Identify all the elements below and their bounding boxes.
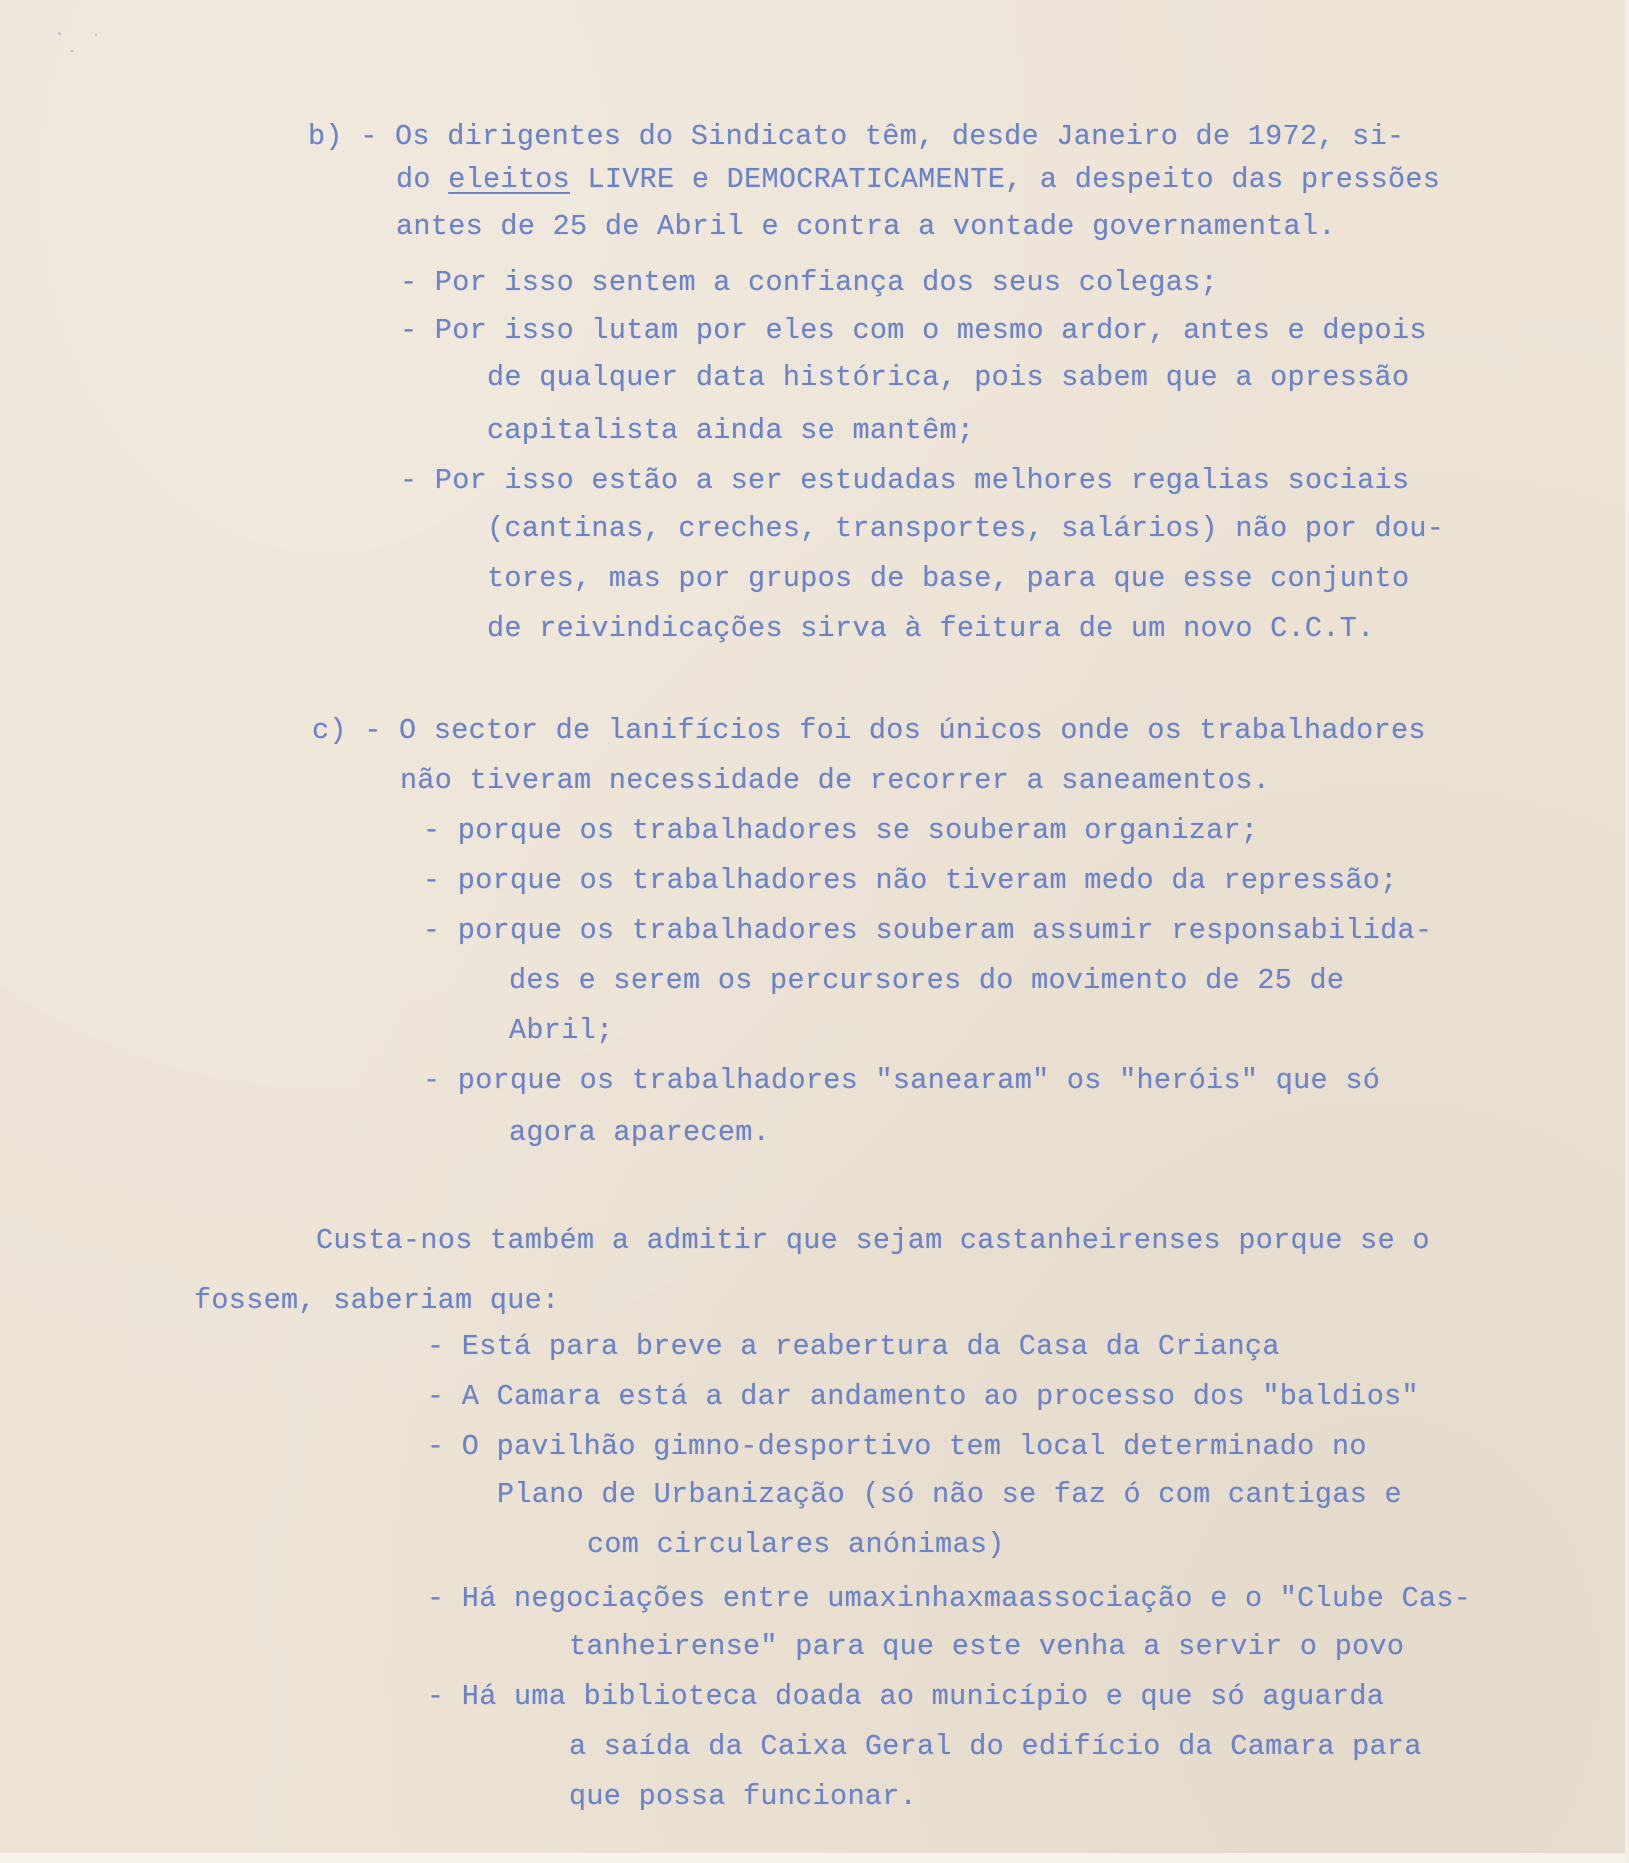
closing-item-4-line-1-start: - Há negociações entre bbox=[427, 1582, 828, 1615]
section-b-intro-line-3: antes de 25 de Abril e contra a vontade governamental. bbox=[396, 210, 1336, 243]
page-right-edge bbox=[1625, 0, 1629, 1863]
closing-item-4-line-1 bbox=[427, 1582, 1471, 1616]
page-bottom-edge bbox=[0, 1853, 1629, 1863]
section-b-intro-line-2 bbox=[396, 163, 1440, 197]
section-b-intro-line-2-end: LIVRE e DEMOCRATICAMENTE, a despeito das pressões bbox=[570, 163, 1441, 196]
section-c-item-4-line-2: agora aparecem. bbox=[509, 1116, 771, 1149]
closing-item-4-line-2: tanheirense" para que este venha a servir o povo bbox=[569, 1630, 1405, 1663]
underlined-word-eleitos: eleitos bbox=[448, 163, 571, 196]
closing-item-3-line-2: Plano de Urbanização (só não se faz ó com cantigas e bbox=[497, 1478, 1402, 1511]
section-c-item-3-line-3: Abril; bbox=[509, 1014, 614, 1047]
closing-paragraph-line-2: fossem, saberiam que: bbox=[194, 1284, 560, 1317]
section-c-item-2: - porque os trabalhadores não tiveram medo da repressão; bbox=[423, 864, 1398, 897]
section-b-item-3-line-2: (cantinas, creches, transportes, salários) não por dou- bbox=[487, 512, 1445, 545]
section-b-intro-line-1: b) - Os dirigentes do Sindicato têm, desde Janeiro de 1972, si- bbox=[308, 120, 1405, 153]
section-c-item-1: - porque os trabalhadores se souberam organizar; bbox=[423, 814, 1259, 847]
closing-paragraph-line-1: Custa-nos também a admitir que sejam castanheirenses porque se o bbox=[316, 1224, 1430, 1257]
section-b-item-3-line-1: - Por isso estão a ser estudadas melhores regalias sociais bbox=[400, 464, 1410, 497]
section-c-item-3-line-1: - porque os trabalhadores souberam assumir responsabilida- bbox=[423, 914, 1433, 947]
section-b-item-1: - Por isso sentem a confiança dos seus colegas; bbox=[400, 266, 1218, 299]
ink-speck bbox=[95, 34, 97, 36]
closing-item-5-line-1: - Há uma biblioteca doada ao município e que só aguarda bbox=[427, 1680, 1385, 1713]
closing-item-5-line-2: a saída da Caixa Geral do edifício da Camara para bbox=[569, 1730, 1422, 1763]
closing-item-5-line-3: que possa funcionar. bbox=[569, 1780, 918, 1813]
closing-item-3-line-3: com circulares anónimas) bbox=[587, 1528, 1005, 1561]
section-c-intro-line-1: c) - O sector de lanifícios foi dos únicos onde os trabalhadores bbox=[312, 714, 1426, 747]
closing-item-3-line-1: - O pavilhão gimno-desportivo tem local determinado no bbox=[427, 1430, 1367, 1463]
section-c-item-4-line-1: - porque os trabalhadores "sanearam" os "heróis" que só bbox=[423, 1064, 1381, 1097]
section-b-intro-line-2-start: do bbox=[396, 163, 449, 196]
section-b-item-2-line-3: capitalista ainda se mantêm; bbox=[487, 414, 975, 447]
struck-out-typing: umaxinhaxma bbox=[827, 1582, 1019, 1615]
closing-item-1: - Está para breve a reabertura da Casa da Criança bbox=[427, 1330, 1280, 1363]
section-b-item-3-line-4: de reivindicações sirva à feitura de um novo C.C.T. bbox=[487, 612, 1375, 645]
ink-speck bbox=[58, 32, 61, 35]
section-b-item-2-line-1: - Por isso lutam por eles com o mesmo ardor, antes e depois bbox=[400, 314, 1427, 347]
section-c-intro-line-2: não tiveram necessidade de recorrer a saneamentos. bbox=[400, 764, 1271, 797]
ink-speck bbox=[70, 50, 74, 52]
section-c-item-3-line-2: des e serem os percursores do movimento de 25 de bbox=[509, 964, 1345, 997]
closing-item-4-line-1-end: associação e o "Clube Cas- bbox=[1018, 1582, 1472, 1615]
closing-item-2: - A Camara está a dar andamento ao processo dos "baldios" bbox=[427, 1380, 1419, 1413]
section-b-item-3-line-3: tores, mas por grupos de base, para que esse conjunto bbox=[487, 562, 1410, 595]
section-b-item-2-line-2: de qualquer data histórica, pois sabem que a opressão bbox=[487, 361, 1410, 394]
